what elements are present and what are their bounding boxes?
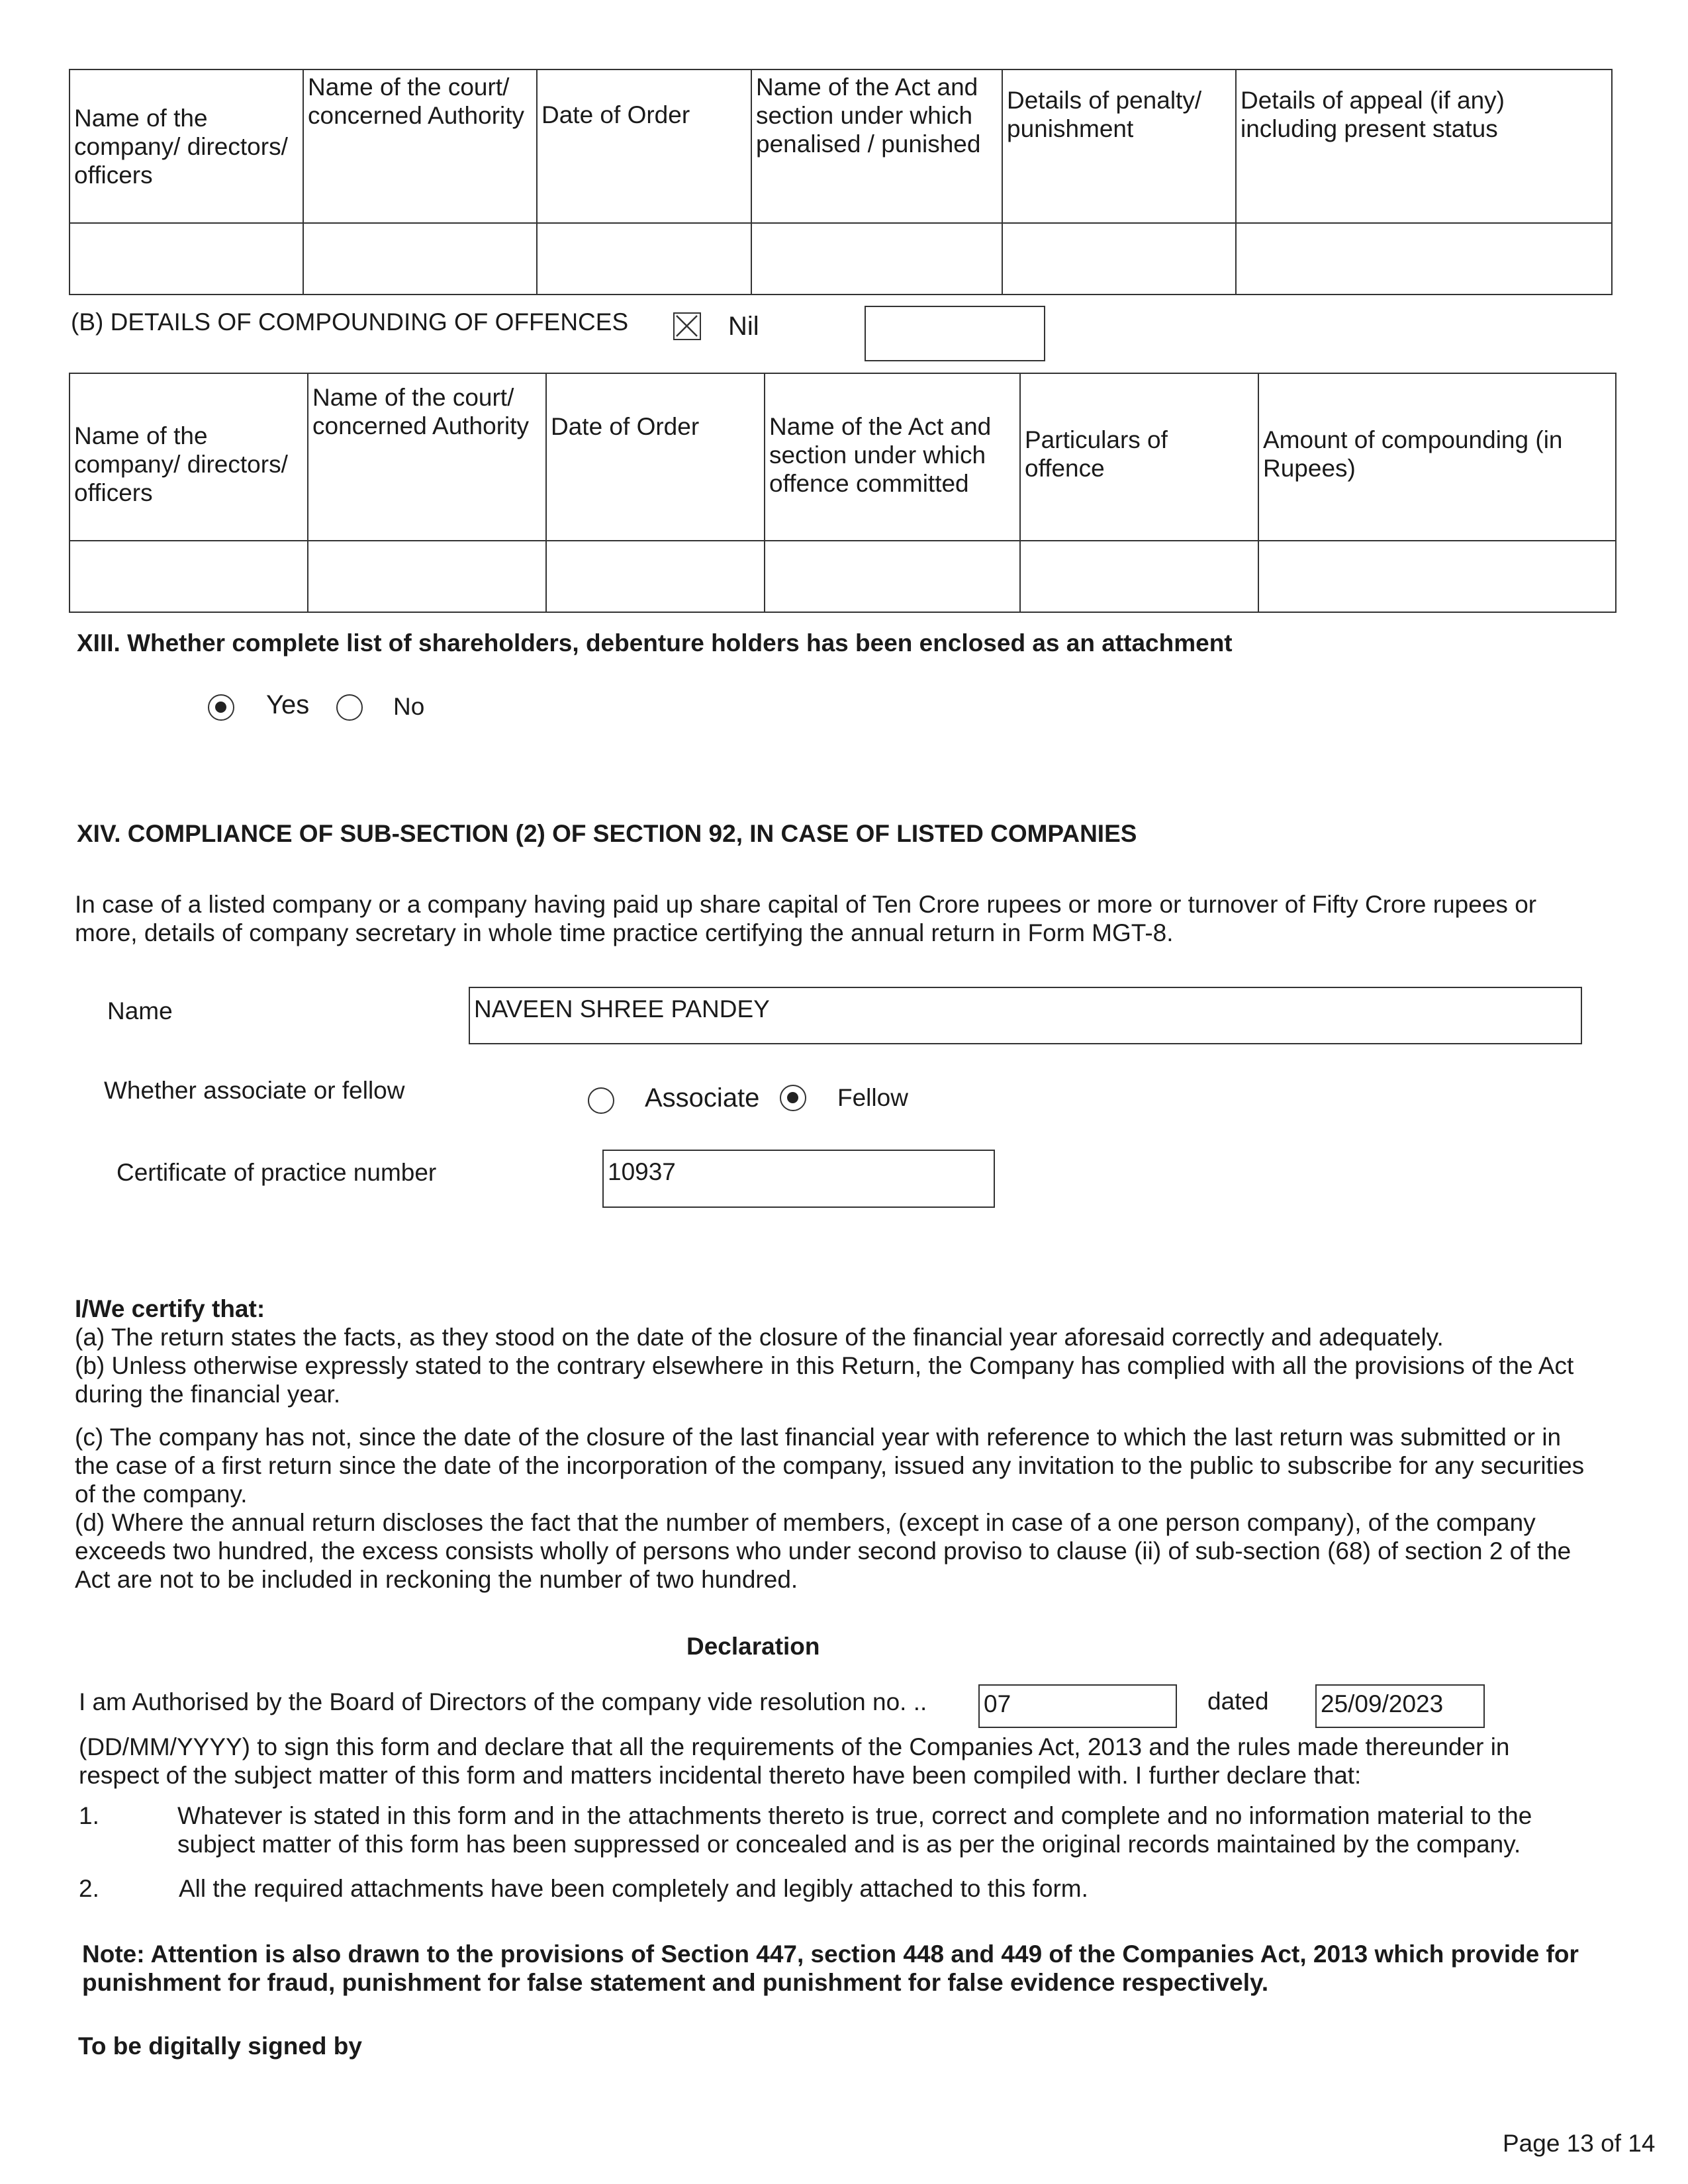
certify-c: (c) The company has not, since the date of the closure of the last financial year with reference to which the last return was submitted or in the case of a first return since the date of the incorporation of the company, issued any invitation to the public to subscribe for any securities of the company.	[75, 1424, 1585, 1508]
certify-block	[75, 1295, 1597, 1594]
shareholders-no-label: No	[393, 693, 425, 720]
compounding-header-particulars: Particulars of offence	[1020, 373, 1258, 541]
associate-fellow-label: Whether associate or fellow	[104, 1077, 405, 1104]
penalty-header-appeal: Details of appeal (if any) including present status	[1236, 69, 1612, 223]
cop-number-field[interactable]: 10937	[602, 1150, 995, 1208]
penalty-cell[interactable]	[303, 223, 537, 295]
page-number: Page 13 of 14	[1503, 2130, 1656, 2157]
compounding-cell[interactable]	[1020, 541, 1258, 612]
declaration-item-2-number: 2.	[79, 1875, 99, 1902]
section-xiv-intro: In case of a listed company or a company having paid up share capital of Ten Crore rupees or more or turnover of Fifty Crore rupees or more, details of company secretary in whole time practice certifying the annual return in Form MGT-8.	[75, 891, 1537, 946]
shareholders-yes-radio[interactable]	[208, 694, 234, 721]
section-xiii-title: XIII. Whether complete list of shareholders, debenture holders has been enclosed as an attachment	[77, 629, 1233, 657]
compounding-cell[interactable]	[308, 541, 546, 612]
name-label: Name	[107, 997, 173, 1024]
associate-label: Associate	[645, 1083, 760, 1113]
associate-radio[interactable]	[588, 1087, 614, 1114]
cop-label: Certificate of practice number	[117, 1159, 437, 1186]
penalty-cell[interactable]	[1002, 223, 1236, 295]
penalty-header-date: Date of Order	[537, 69, 751, 223]
compounding-cell[interactable]	[70, 541, 308, 612]
shareholders-yes-label: Yes	[266, 690, 310, 719]
secretary-name-field[interactable]: NAVEEN SHREE PANDEY	[469, 987, 1582, 1044]
penalty-header-name: Name of the company/ directors/ officers	[70, 69, 303, 223]
penalty-header-act: Name of the Act and section under which penalised / punished	[751, 69, 1002, 223]
penalty-table	[69, 69, 1613, 295]
nil-input[interactable]	[865, 306, 1045, 361]
dated-label: dated	[1207, 1688, 1269, 1715]
compounding-cell[interactable]	[1258, 541, 1616, 612]
declaration-heading: Declaration	[686, 1633, 820, 1660]
authorised-text: I am Authorised by the Board of Directors of the company vide resolution no. ..	[79, 1688, 927, 1715]
penalty-cell[interactable]	[537, 223, 751, 295]
fellow-radio[interactable]	[780, 1085, 806, 1111]
penalty-header-penalty: Details of penalty/ punishment	[1002, 69, 1236, 223]
compounding-table	[69, 373, 1617, 613]
penalty-cell[interactable]	[1236, 223, 1612, 295]
nil-label: Nil	[728, 312, 759, 341]
penalty-cell[interactable]	[70, 223, 303, 295]
compounding-header-act: Name of the Act and section under which offence committed	[765, 373, 1020, 541]
resolution-date-field[interactable]: 25/09/2023	[1315, 1684, 1485, 1728]
compounding-header-date: Date of Order	[546, 373, 765, 541]
shareholders-no-radio[interactable]	[336, 694, 363, 721]
nil-checkbox[interactable]	[673, 312, 701, 340]
certify-b: (b) Unless otherwise expressly stated to the contrary elsewhere in this Return, the Company has complied with all the provisions of the Act during the financial year.	[75, 1352, 1574, 1408]
compounding-title: (B) DETAILS OF COMPOUNDING OF OFFENCES	[71, 308, 629, 336]
penalty-cell[interactable]	[751, 223, 1002, 295]
fellow-label: Fellow	[837, 1084, 908, 1111]
compounding-cell[interactable]	[546, 541, 765, 612]
section-xiv-title: XIV. COMPLIANCE OF SUB-SECTION (2) OF SECTION 92, IN CASE OF LISTED COMPANIES	[77, 820, 1137, 847]
compounding-header-name: Name of the company/ directors/ officers	[70, 373, 308, 541]
certify-d: (d) Where the annual return discloses the fact that the number of members, (except in case of a one person company), of the company exceeds two hundred, the excess consists wholly of persons who under second proviso to clause (ii) of sub-section (68) of section 2 of the Act are not to be included in reckoning the number of two hundred.	[75, 1509, 1571, 1593]
compounding-header-court: Name of the court/ concerned Authority	[308, 373, 546, 541]
declaration-item-1-number: 1.	[79, 1802, 99, 1829]
certify-heading: I/We certify that:	[75, 1295, 265, 1322]
compounding-header-amount: Amount of compounding (in Rupees)	[1258, 373, 1616, 541]
cross-icon	[675, 314, 699, 338]
compounding-cell[interactable]	[765, 541, 1020, 612]
declaration-continuation: (DD/MM/YYYY) to sign this form and declare that all the requirements of the Companies Act, 2013 and the rules made thereunder in respect of the subject matter of this form and matters incidental thereto have been compiled with. I further declare that:	[79, 1733, 1510, 1789]
penalty-header-court: Name of the court/ concerned Authority	[303, 69, 537, 223]
resolution-number-field[interactable]: 07	[978, 1684, 1177, 1728]
legal-note: Note: Attention is also drawn to the provisions of Section 447, section 448 and 449 of the Companies Act, 2013 which provide for punishment for fraud, punishment for false statement and punishment for false evidence respectively.	[82, 1940, 1579, 1996]
declaration-item-2-text: All the required attachments have been completely and legibly attached to this form.	[179, 1875, 1088, 1902]
certify-a: (a) The return states the facts, as they stood on the date of the closure of the financial year aforesaid correctly and adequately.	[75, 1324, 1444, 1351]
declaration-item-1-text: Whatever is stated in this form and in the attachments thereto is true, correct and complete and no information material to the subject matter of this form has been suppressed or concealed and is as per the original records maintained by the company.	[177, 1802, 1532, 1858]
digitally-signed-label: To be digitally signed by	[78, 2032, 362, 2060]
